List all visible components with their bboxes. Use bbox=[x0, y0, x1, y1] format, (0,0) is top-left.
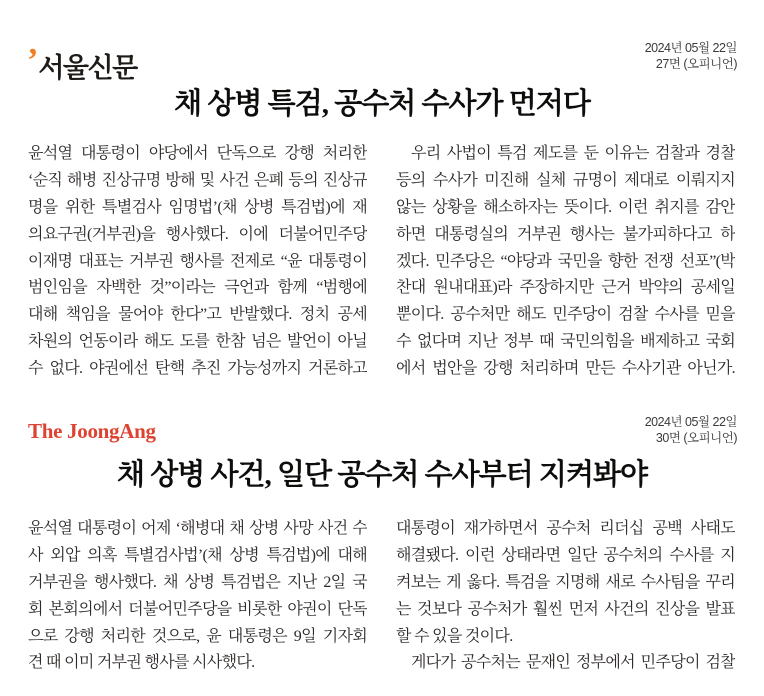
article1-body bbox=[28, 141, 736, 383]
body-text-line: 해결됐다. 이런 상태라면 일단 공수처의 수사를 지 bbox=[396, 546, 735, 564]
article2-body bbox=[28, 516, 736, 677]
body-text-line: 으로 강행 처리한 것으로, 윤 대통령은 9일 기자회 bbox=[28, 627, 367, 645]
article2-column-right bbox=[396, 516, 735, 677]
body-text-line: 찬대 원내대표)라 주장하지만 근거 박약의 공세일 bbox=[396, 279, 735, 297]
body-text-line: 차원의 언동이라 해도 도를 한참 넘은 발언이 아닐 bbox=[28, 333, 367, 351]
article2-date-block bbox=[645, 415, 737, 446]
body-text-line: 할 수 있을 것이다. bbox=[396, 627, 513, 645]
body-text-line: 하면 대통령실의 거부권 행사는 불가피하다고 하 bbox=[396, 225, 735, 243]
article1-column-left bbox=[28, 141, 367, 383]
article1-headline: 채 상병 특검, 공수처 수사가 먼저다 bbox=[174, 88, 590, 120]
body-text-line: 대통령이 재가하면서 공수처 리더십 공백 사태도 bbox=[396, 520, 735, 537]
body-text-line: 윤석열 대통령이 어제 ‘해병대 채 상병 사망 사건 수 bbox=[28, 520, 367, 537]
seoul-logo-quote-mark: ’ bbox=[27, 42, 39, 79]
body-text-line: 윤석열 대통령이 야당에서 단독으로 강행 처리한 bbox=[28, 145, 367, 162]
seoul-logo-text: 서울신문 bbox=[38, 53, 137, 83]
body-text-line: 범인임을 자백한 것”이라는 극언과 함께 “범행에 bbox=[28, 279, 367, 297]
article1-column-right bbox=[396, 141, 735, 383]
body-text-line: 수 없다. 야권에선 탄핵 추진 가능성까지 거론하고 bbox=[28, 360, 367, 378]
article2-page-info: 30면 (오피니언) bbox=[655, 430, 737, 445]
joongang-logo: The JoongAng bbox=[28, 419, 156, 443]
article1-date-block bbox=[645, 41, 737, 72]
seoul-shinmun-logo bbox=[27, 42, 137, 85]
body-text-line: 거부권을 행사했다. 채 상병 특검법은 지난 2일 국 bbox=[28, 573, 367, 591]
body-text-line: 않는 상황을 해소하자는 뜻이다. 이런 취지를 감안 bbox=[396, 198, 735, 216]
body-text-line: ‘순직 해병 진상규명 방해 및 사건 은폐 등의 진상규 bbox=[28, 171, 367, 189]
body-text-line: 우리 사법이 특검 제도를 둔 이유는 검찰과 경찰 bbox=[411, 145, 735, 162]
body-text-line: 등의 수사가 미진해 실체 규명이 제대로 이뤄지지 bbox=[396, 171, 735, 189]
body-text-line: 의요구권(거부권)을 행사했다. 이에 더불어민주당 bbox=[28, 225, 367, 243]
body-text-line: 게다가 공수처는 문재인 정부에서 민주당이 검찰 bbox=[411, 654, 735, 672]
article2-headline: 채 상병 사건, 일단 공수처 수사부터 지켜봐야 bbox=[116, 459, 647, 491]
article2-column-left bbox=[28, 516, 367, 677]
body-text-line: 에서 법안을 강행 처리하며 만든 수사기관 아닌가. bbox=[396, 360, 735, 378]
body-text-line: 뿐이다. 공수처만 해도 민주당이 검찰 수사를 믿을 bbox=[396, 306, 735, 324]
body-text-line: 는 것보다 공수처가 훨씬 먼저 사건의 진상을 발표 bbox=[396, 600, 735, 618]
body-text-line: 명을 위한 특별검사 임명법’(채 상병 특검법)에 재 bbox=[28, 198, 367, 216]
body-text-line: 이재명 대표는 거부권 행사를 전제로 “윤 대통령이 bbox=[28, 252, 367, 270]
article2-date: 2024년 05월 22일 bbox=[644, 415, 737, 429]
body-text-line: 사 외압 의혹 특별검사법’(채 상병 특검법)에 대해 bbox=[28, 546, 367, 564]
article1-page-info: 27면 (오피니언) bbox=[655, 56, 737, 71]
body-text-line: 수 없다며 지난 정부 때 국민의힘을 배제하고 국회 bbox=[396, 333, 735, 351]
article1-date: 2024년 05월 22일 bbox=[644, 41, 737, 55]
body-text-line: 대해 책임을 물어야 한다”고 반발했다. 정치 공세 bbox=[28, 306, 367, 324]
body-text-line: 켜보는 게 옳다. 특검을 지명해 새로 수사팀을 꾸리 bbox=[396, 573, 735, 591]
body-text-line: 겠다. 민주당은 “야당과 국민을 향한 전쟁 선포”(박 bbox=[396, 252, 735, 270]
body-text-line: 견 때 이미 거부권 행사를 시사했다. bbox=[28, 654, 255, 672]
body-text-line: 회 본회의에서 더불어민주당을 비롯한 야권이 단독 bbox=[28, 600, 367, 618]
